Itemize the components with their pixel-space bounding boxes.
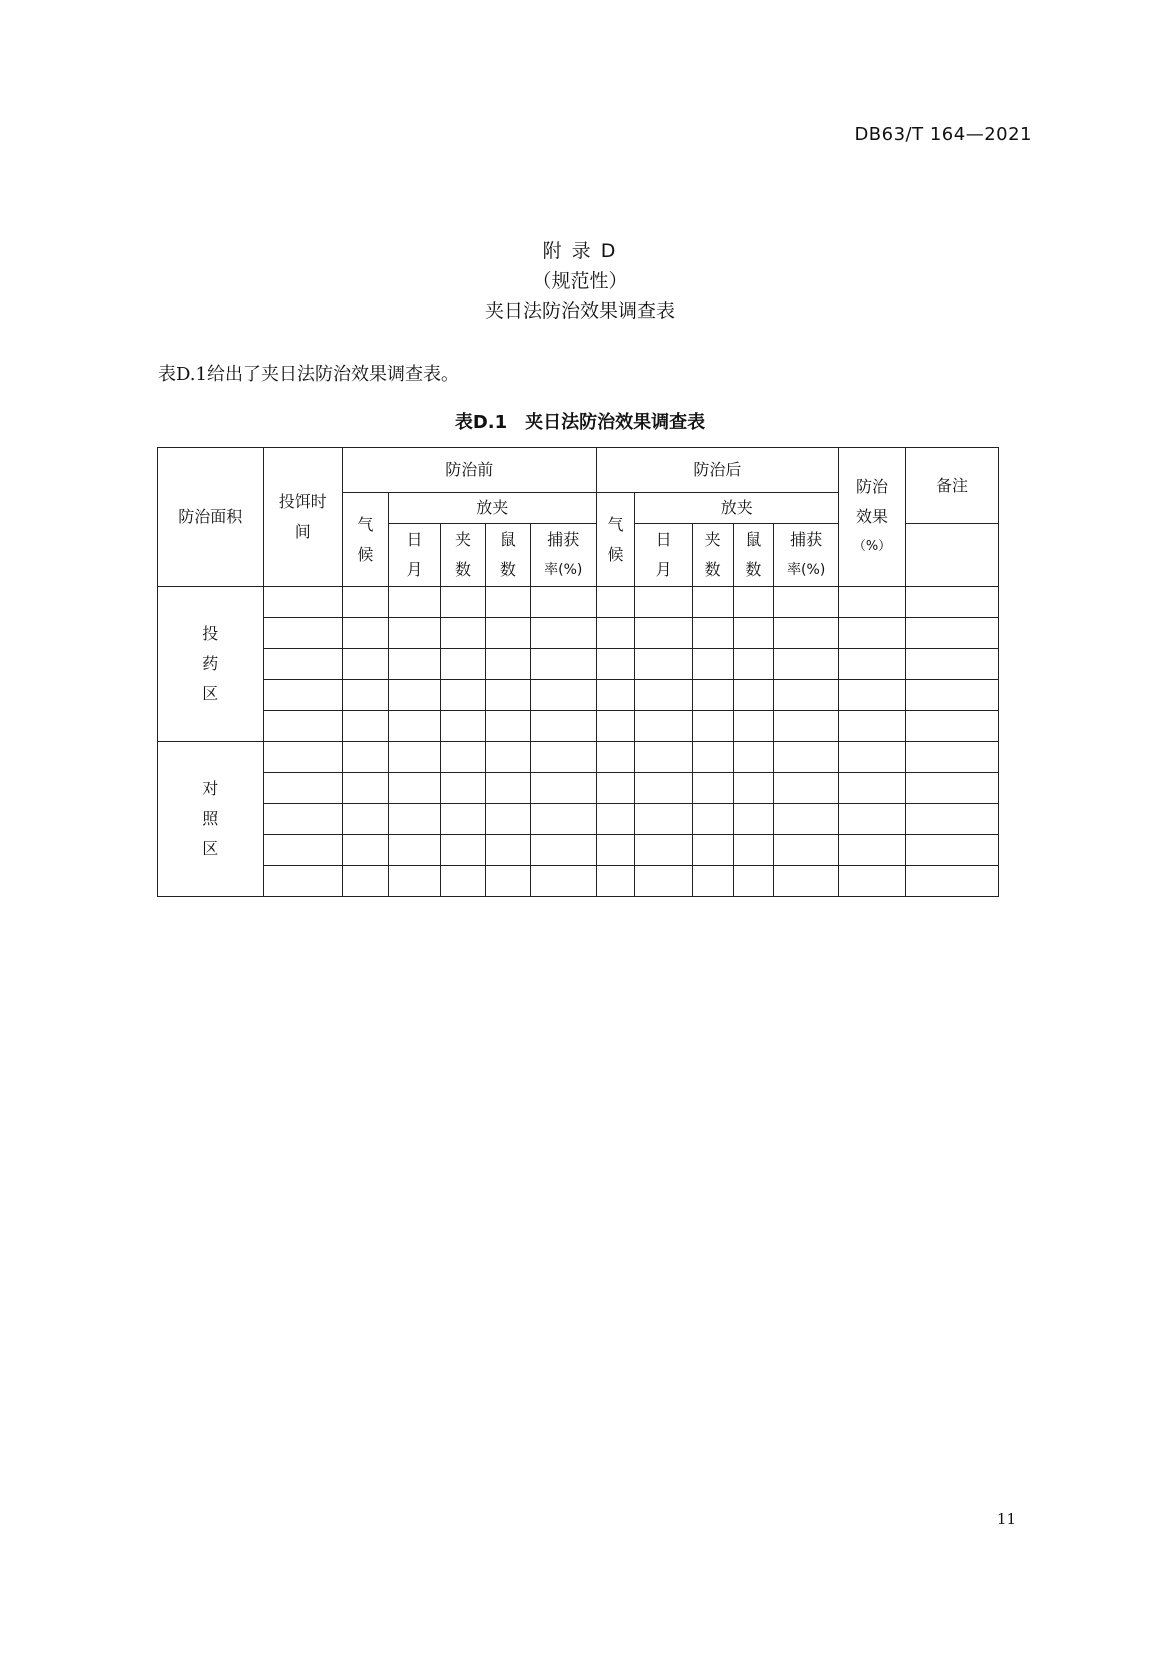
table-row	[158, 711, 999, 742]
appendix-label: 附 录 D	[542, 240, 618, 262]
header-before-trap-count: 夹 数	[441, 524, 486, 587]
document-code: DB63/T 164—2021	[854, 124, 1032, 145]
header-after-day-month: 日 月	[635, 524, 692, 587]
header-after-trap-count: 夹 数	[692, 524, 733, 587]
header-after-mouse-count: 鼠 数	[733, 524, 774, 587]
header-after: 防治后	[596, 448, 838, 493]
zone-control-label: 对 照 区	[158, 742, 264, 897]
table-row	[158, 866, 999, 897]
header-remark-blank	[905, 524, 998, 587]
header-area: 防治面积	[158, 448, 264, 587]
table-caption: 表D.1 夹日法防治效果调查表	[454, 412, 706, 433]
table-row	[158, 618, 999, 649]
table-row	[158, 773, 999, 804]
appendix-title: 夹日法防治效果调查表	[484, 300, 675, 322]
header-before: 防治前	[342, 448, 596, 493]
table-row	[158, 587, 999, 618]
header-before-mouse-count: 鼠 数	[485, 524, 530, 587]
header-after-capture-rate: 捕获 率(%)	[774, 524, 839, 587]
header-remark: 备注	[905, 448, 998, 524]
survey-table	[157, 447, 999, 897]
header-before-day-month: 日 月	[388, 524, 440, 587]
table-row	[158, 742, 999, 773]
table-row	[158, 680, 999, 711]
table-row	[158, 649, 999, 680]
table-row	[158, 804, 999, 835]
intro-paragraph: 表D.1给出了夹日法防治效果调查表。	[158, 364, 459, 385]
header-after-climate: 气 候	[596, 493, 635, 587]
header-effect: 防治 效果 （%）	[839, 448, 906, 587]
header-before-capture-rate: 捕获 率(%)	[530, 524, 596, 587]
page-number: 11	[996, 1510, 1016, 1528]
table-row	[158, 835, 999, 866]
zone-treated-label: 投 药 区	[158, 587, 264, 742]
appendix-heading	[0, 236, 1160, 326]
header-after-trap: 放夹	[635, 493, 839, 524]
header-before-climate: 气 候	[342, 493, 388, 587]
appendix-normative: （规范性）	[532, 270, 628, 292]
header-bait-time: 投饵时 间	[263, 448, 342, 587]
header-before-trap: 放夹	[388, 493, 596, 524]
